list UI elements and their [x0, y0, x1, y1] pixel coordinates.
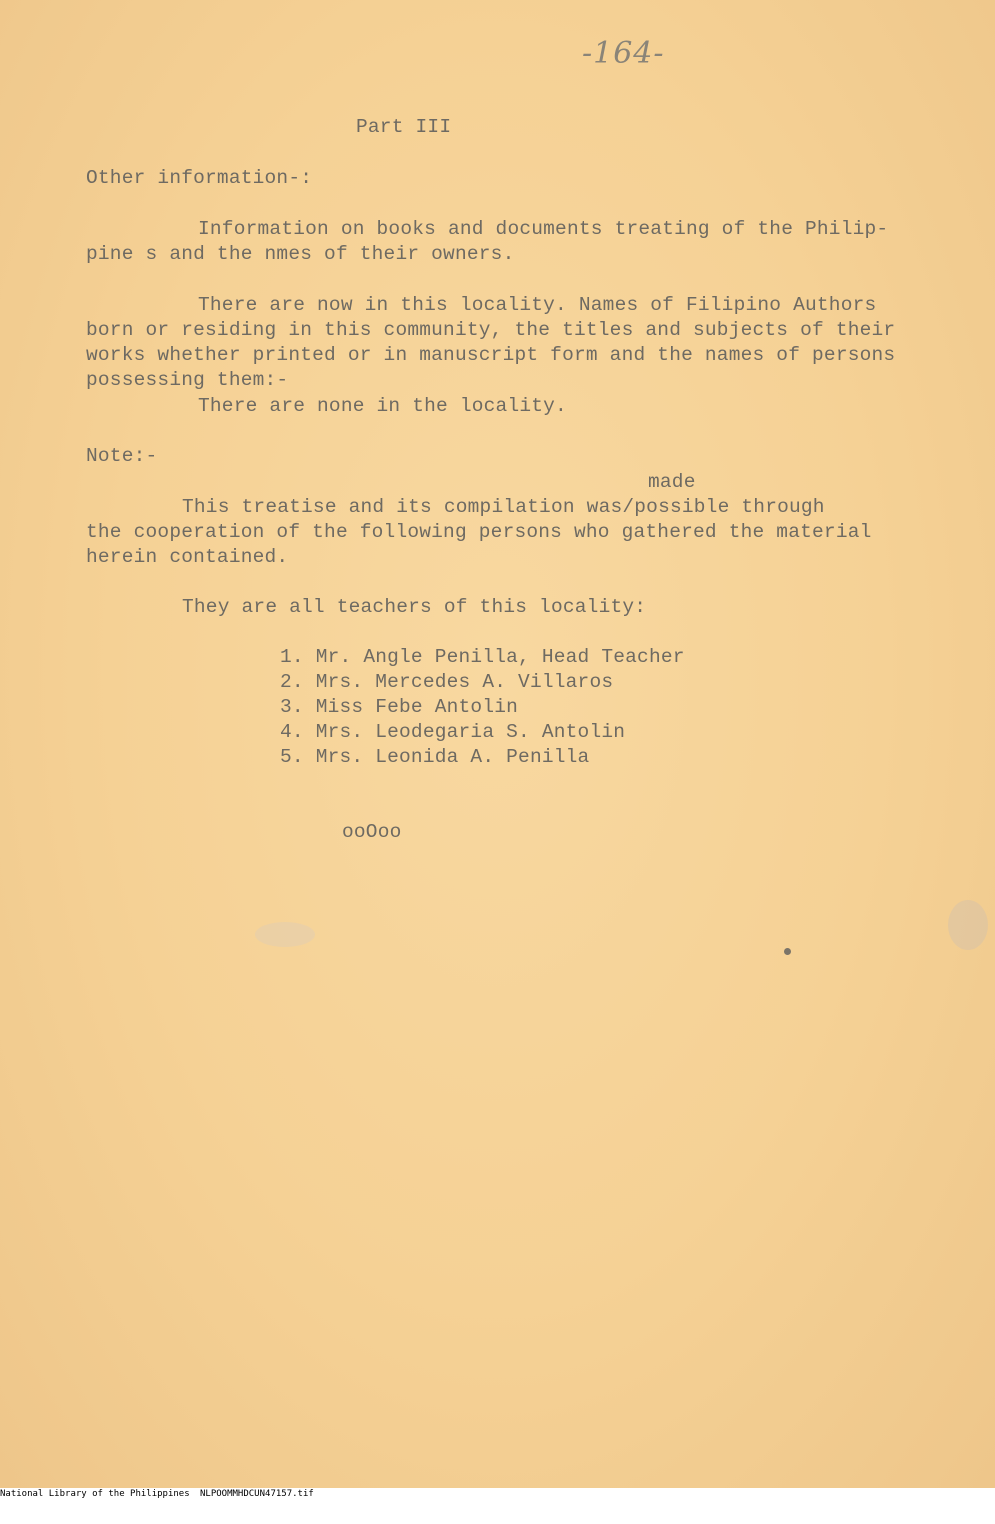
note-line3: herein contained. [86, 546, 289, 568]
page-number: -164- [582, 36, 665, 71]
note-line2: the cooperation of the following persons who gathered the material [86, 521, 872, 543]
paragraph1-line1: Information on books and documents treating of the Philip- [198, 218, 889, 240]
footer-filename: NLPOOMMHDCUN47157.tif [200, 1489, 314, 1499]
teachers-intro: They are all teachers of this locality: [182, 596, 647, 618]
section-label: Other information-: [86, 167, 313, 189]
paragraph2-answer: There are none in the locality. [198, 395, 567, 417]
paper-smudge [948, 900, 988, 950]
paragraph2-line3: works whether printed or in manuscript form and the names of persons [86, 344, 896, 366]
paragraph2-line2: born or residing in this community, the titles and subjects of their [86, 319, 896, 341]
ink-dot [784, 948, 791, 955]
paper-smudge [255, 922, 315, 947]
teacher-item: 1. Mr. Angle Penilla, Head Teacher [280, 646, 685, 668]
paragraph2-line1: There are now in this locality. Names of Filipino Authors [198, 294, 877, 316]
note-insert: made [648, 471, 696, 493]
teacher-item: 2. Mrs. Mercedes A. Villaros [280, 671, 614, 693]
teacher-item: 4. Mrs. Leodegaria S. Antolin [280, 721, 626, 743]
end-mark: ooOoo [342, 821, 402, 843]
footer-library: National Library of the Philippines [0, 1489, 190, 1499]
teacher-item: 3. Miss Febe Antolin [280, 696, 519, 718]
scan-footer [0, 1488, 995, 1500]
part-heading: Part III [356, 116, 452, 138]
note-label: Note:- [86, 445, 158, 467]
paragraph2-line4: possessing them:- [86, 369, 289, 391]
note-line1: This treatise and its compilation was/possible through [182, 496, 825, 518]
paragraph1-line2: pine s and the nmes of their owners. [86, 243, 515, 265]
teacher-item: 5. Mrs. Leonida A. Penilla [280, 746, 590, 768]
